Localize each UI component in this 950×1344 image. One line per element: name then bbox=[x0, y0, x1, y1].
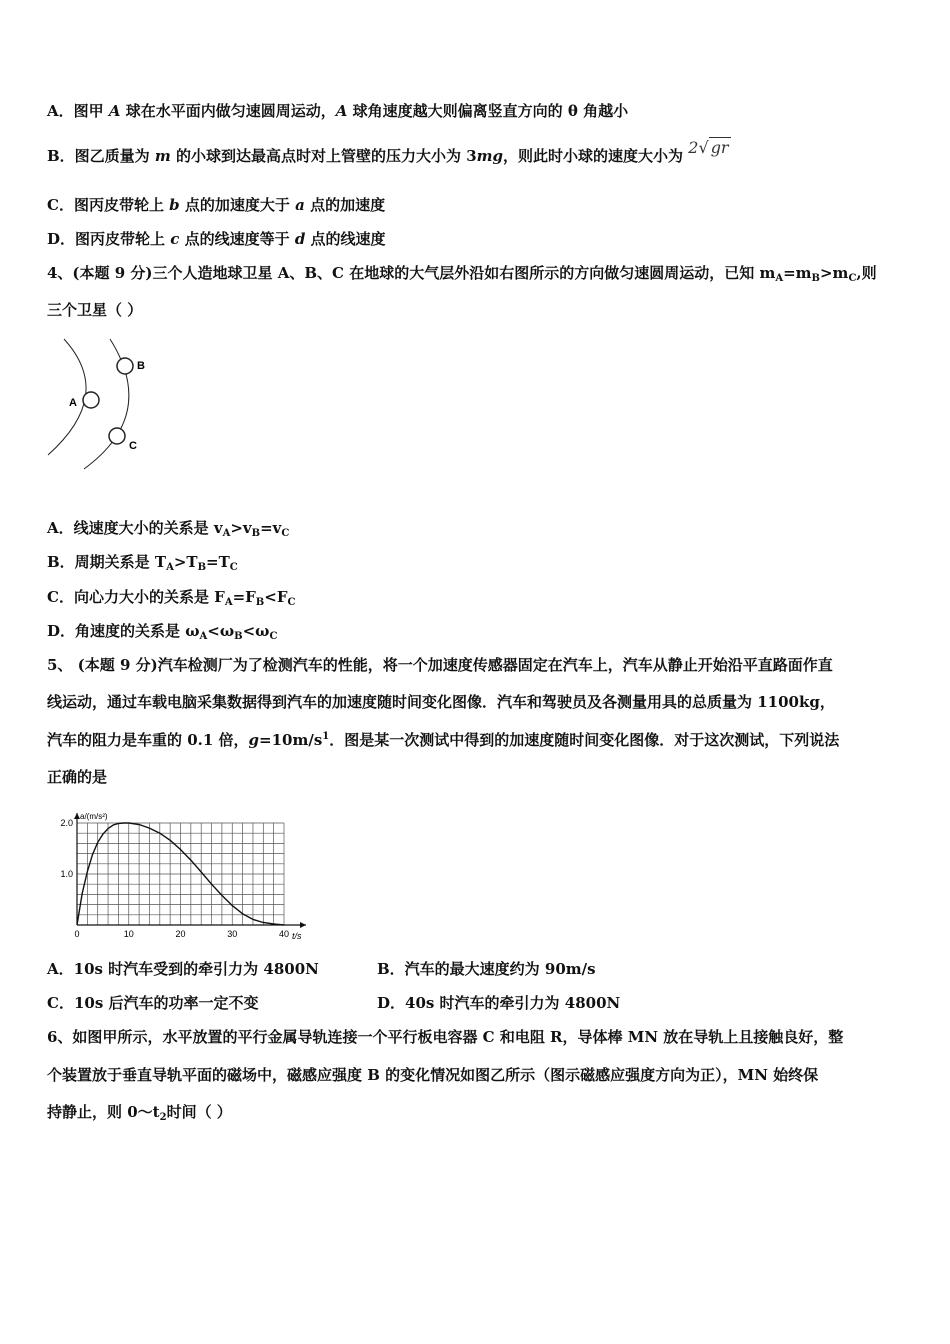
x-tick-label: 0 bbox=[74, 929, 80, 939]
var: mg bbox=[476, 147, 504, 165]
label-b: B bbox=[137, 360, 145, 372]
var: a bbox=[295, 196, 305, 214]
subscript: 2 bbox=[159, 1112, 167, 1123]
sqrt-expression bbox=[688, 138, 730, 157]
text: <ω bbox=[242, 622, 270, 640]
q3-option-c bbox=[47, 195, 385, 215]
y-axis-label: a/(m/s²) bbox=[80, 812, 108, 821]
subscript: A bbox=[222, 528, 231, 539]
text: 的小球到达最高点时对上管壁的压力大小为 3 bbox=[170, 147, 477, 165]
text: ．图是某一次测试中得到的加速度随时间变化图像．对于这次测试，下列说法 bbox=[329, 731, 840, 749]
text: 点的线速度 bbox=[305, 230, 386, 248]
q4-stem-line2: 三个卫星（ ） bbox=[47, 301, 143, 319]
text: 点的加速度 bbox=[304, 196, 386, 214]
q6-stem-line1: 6、如图甲所示，水平放置的平行金属导轨连接一个平行板电容器 C 和电阻 R，导体棒 MN 放在导轨上且接触良好，整 bbox=[47, 1028, 844, 1046]
q3-option-d bbox=[47, 229, 386, 249]
q5-stem-line2: 线运动，通过车载电脑采集数据得到汽车的加速度随时间变化图像．汽车和驾驶员及各测量用具的总质量为 1100kg， bbox=[47, 693, 835, 711]
subscript: C bbox=[229, 562, 238, 573]
q5-option-c: C．10s 后汽车的功率一定不变 bbox=[47, 994, 259, 1012]
subscript: B bbox=[811, 273, 820, 284]
q5-stem-line1: 5、 (本题 9 分)汽车检测厂为了检测汽车的性能，将一个加速度传感器固定在汽车上，汽车从静止开始沿平直路面作直 bbox=[47, 656, 833, 674]
label-c: C bbox=[129, 440, 137, 452]
text: ，则此时小球的速度大小为 bbox=[503, 147, 684, 165]
subscript: A bbox=[166, 562, 174, 573]
x-axis-label: t/s bbox=[292, 931, 302, 941]
subscript: A bbox=[224, 597, 233, 608]
q4-option-a bbox=[47, 518, 289, 538]
label-a: A bbox=[69, 397, 77, 409]
var: A bbox=[108, 102, 121, 120]
var: g bbox=[248, 731, 260, 749]
text: =m bbox=[783, 264, 812, 282]
text: >m bbox=[819, 264, 849, 282]
text: 汽车的阻力是车重的 0.1 倍， bbox=[47, 731, 249, 749]
y-tick-label: 2.0 bbox=[60, 818, 73, 828]
subscript: C bbox=[269, 631, 278, 642]
text: ,则 bbox=[856, 264, 877, 282]
text: >T bbox=[173, 553, 198, 571]
text: 球角速度越大则偏离竖直方向的 θ 角越小 bbox=[347, 102, 629, 120]
superscript: 1 bbox=[322, 731, 330, 742]
subscript: A bbox=[775, 273, 784, 284]
text: A．图甲 bbox=[47, 102, 109, 120]
text: 时间（ ） bbox=[166, 1103, 232, 1121]
subscript: B bbox=[255, 597, 265, 608]
x-axis-arrow bbox=[300, 922, 306, 928]
text: =T bbox=[206, 553, 230, 571]
text: D．角速度的关系是 ω bbox=[47, 622, 200, 640]
q5-option-b: B．汽车的最大速度约为 90m/s bbox=[377, 960, 596, 978]
text: =F bbox=[232, 588, 256, 606]
q4-option-c bbox=[47, 587, 295, 607]
text: D．图丙皮带轮上 bbox=[47, 230, 171, 248]
subscript: B bbox=[234, 631, 243, 642]
y-tick-label: 1.0 bbox=[60, 869, 73, 879]
text: 点的线速度等于 bbox=[179, 230, 295, 248]
satellite-c bbox=[109, 428, 125, 444]
q6-stem-line3 bbox=[47, 1102, 232, 1122]
q5-option-a: A．10s 时汽车受到的牵引力为 4800N bbox=[47, 960, 319, 978]
q5-option-d: D．40s 时汽车的牵引力为 4800N bbox=[377, 994, 621, 1012]
q3-option-b bbox=[47, 138, 731, 166]
q5-stem-line4: 正确的是 bbox=[47, 768, 108, 786]
text: A．线速度大小的关系是 v bbox=[47, 519, 223, 537]
q4-option-b bbox=[47, 552, 238, 572]
inner-orbit-arc bbox=[48, 339, 86, 455]
x-tick-label: 40 bbox=[278, 929, 290, 939]
x-tick-label: 20 bbox=[175, 929, 186, 939]
q5-stem-line3 bbox=[47, 730, 839, 750]
subscript: C bbox=[281, 528, 290, 539]
acceleration-time-chart bbox=[52, 805, 312, 945]
q3-option-a bbox=[47, 101, 628, 121]
subscript: B bbox=[197, 562, 207, 573]
x-tick-label: 30 bbox=[227, 929, 238, 939]
q4-stem-line1 bbox=[47, 263, 877, 283]
text: C．图丙皮带轮上 bbox=[47, 196, 170, 214]
subscript: C bbox=[848, 273, 857, 284]
var: d bbox=[294, 230, 306, 248]
text: 球在水平面内做匀速圆周运动， bbox=[120, 102, 336, 120]
sqrt-radicand: gr bbox=[710, 138, 729, 157]
text: 持静止，则 0～t bbox=[47, 1103, 160, 1121]
text: =10m/s bbox=[259, 731, 323, 749]
text: =v bbox=[260, 519, 282, 537]
satellite-figure bbox=[40, 335, 160, 475]
satellite-b bbox=[117, 358, 133, 374]
satellite-a bbox=[83, 392, 99, 408]
q6-stem-line2: 个装置放于垂直导轨平面的磁场中，磁感应强度 B 的变化情况如图乙所示（图示磁感应强度方向为正），MN 始终保 bbox=[47, 1066, 819, 1084]
text: C．向心力大小的关系是 F bbox=[47, 588, 225, 606]
radical-sign: √ bbox=[698, 138, 709, 157]
q4-option-d bbox=[47, 621, 277, 641]
var: A bbox=[335, 102, 348, 120]
text: B．周期关系是 T bbox=[47, 553, 167, 571]
text: <ω bbox=[207, 622, 235, 640]
x-tick-label: 10 bbox=[123, 929, 134, 939]
subscript: B bbox=[251, 528, 261, 539]
var: b bbox=[169, 196, 180, 214]
text: 4、(本题 9 分)三个人造地球卫星 A、B、C 在地球的大气层外沿如右图所示的方向做匀速圆周运动，已知 m bbox=[47, 264, 776, 282]
subscript: A bbox=[199, 631, 208, 642]
text: <F bbox=[264, 588, 288, 606]
text: 点的加速度大于 bbox=[179, 196, 296, 214]
var: c bbox=[170, 230, 180, 248]
text: B．图乙质量为 bbox=[47, 147, 155, 165]
subscript: C bbox=[287, 597, 296, 608]
var: m bbox=[154, 147, 171, 165]
text: >v bbox=[230, 519, 252, 537]
sqrt-coefficient: 2 bbox=[688, 138, 699, 157]
